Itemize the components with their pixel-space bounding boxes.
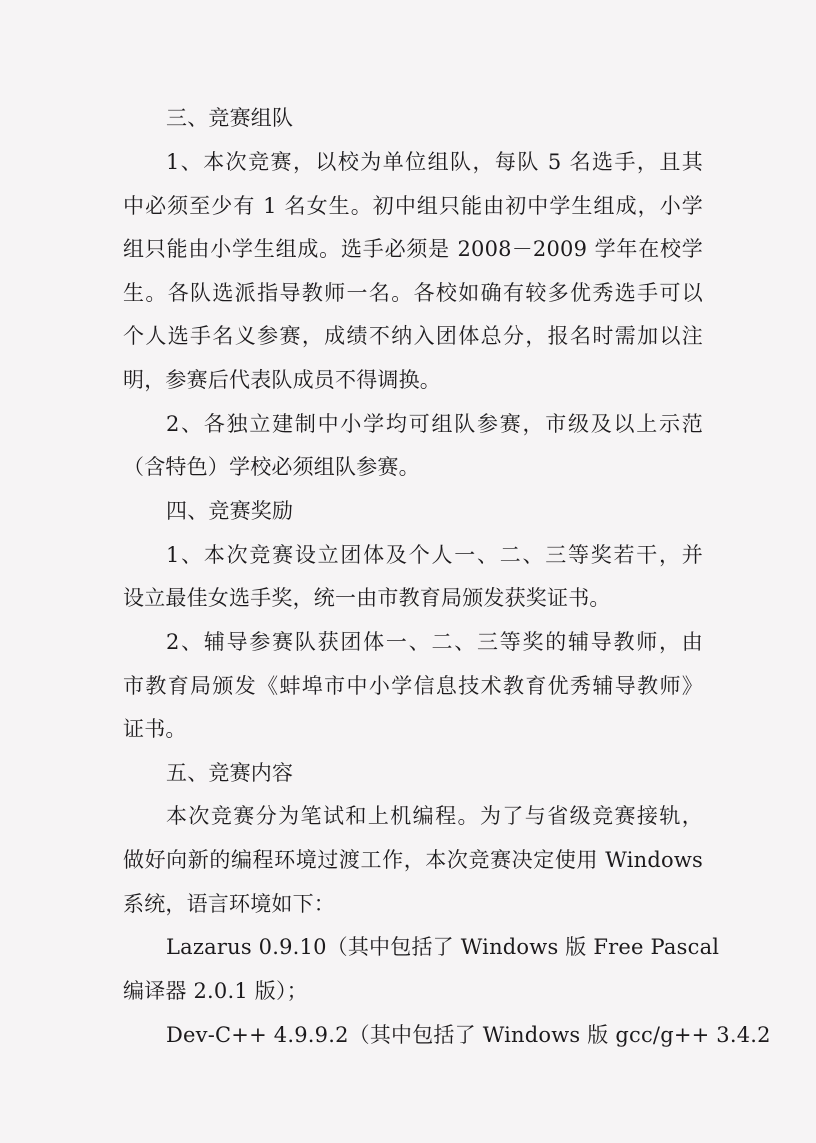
s4-p1-line-2: 设立最佳女选手奖，统一由市教育局颁发获奖证书。	[123, 586, 611, 610]
s3-p1-line-4: 生。各队选派指导教师一名。各校如确有较多优秀选手可以	[123, 281, 703, 305]
s5-p2-line-2: 编译器 2.0.1 版）；	[123, 979, 308, 1003]
s3-p1-line-6: 明，参赛后代表队成员不得调换。	[123, 368, 441, 392]
section-5-heading: 五、竞赛内容	[166, 761, 294, 785]
s4-p2-line-2: 市教育局颁发《蚌埠市中小学信息技术教育优秀辅导教师》	[123, 674, 703, 698]
section-4-heading: 四、竞赛奖励	[166, 499, 294, 523]
s3-p1-line-3: 组只能由小学生组成。选手必须是 2008－2009 学年在校学	[123, 237, 703, 261]
s3-p2-line-2: （含特色）学校必须组队参赛。	[123, 455, 420, 479]
s4-p1-line-1: 1、本次竞赛设立团体及个人一、二、三等奖若干，并	[166, 543, 703, 567]
s4-p2-line-1: 2、辅导参赛队获团体一、二、三等奖的辅导教师，由	[166, 630, 703, 654]
s4-p2-line-3: 证书。	[123, 717, 187, 741]
s5-p1-line-2: 做好向新的编程环境过渡工作，本次竞赛决定使用 Windows	[123, 848, 703, 872]
s5-p1-line-1: 本次竞赛分为笔试和上机编程。为了与省级竞赛接轨，	[166, 804, 703, 828]
section-3-heading: 三、竞赛组队	[166, 106, 294, 130]
s3-p1-line-1: 1、本次竞赛，以校为单位组队，每队 5 名选手，且其	[166, 150, 703, 174]
s3-p2-line-1: 2、各独立建制中小学均可组队参赛，市级及以上示范	[166, 412, 703, 436]
s5-p1-line-3: 系统，语言环境如下：	[123, 892, 335, 916]
s3-p1-line-2: 中必须至少有 1 名女生。初中组只能由初中学生组成，小学	[123, 194, 703, 218]
s5-p2-line-1: Lazarus 0.9.10（其中包括了 Windows 版 Free Pascal	[166, 935, 720, 959]
s5-p3-line-1: Dev-C++ 4.9.9.2（其中包括了 Windows 版 gcc/g++ 3.4.2	[166, 1023, 771, 1047]
s3-p1-line-5: 个人选手名义参赛，成绩不纳入团体总分，报名时需加以注	[123, 324, 703, 348]
